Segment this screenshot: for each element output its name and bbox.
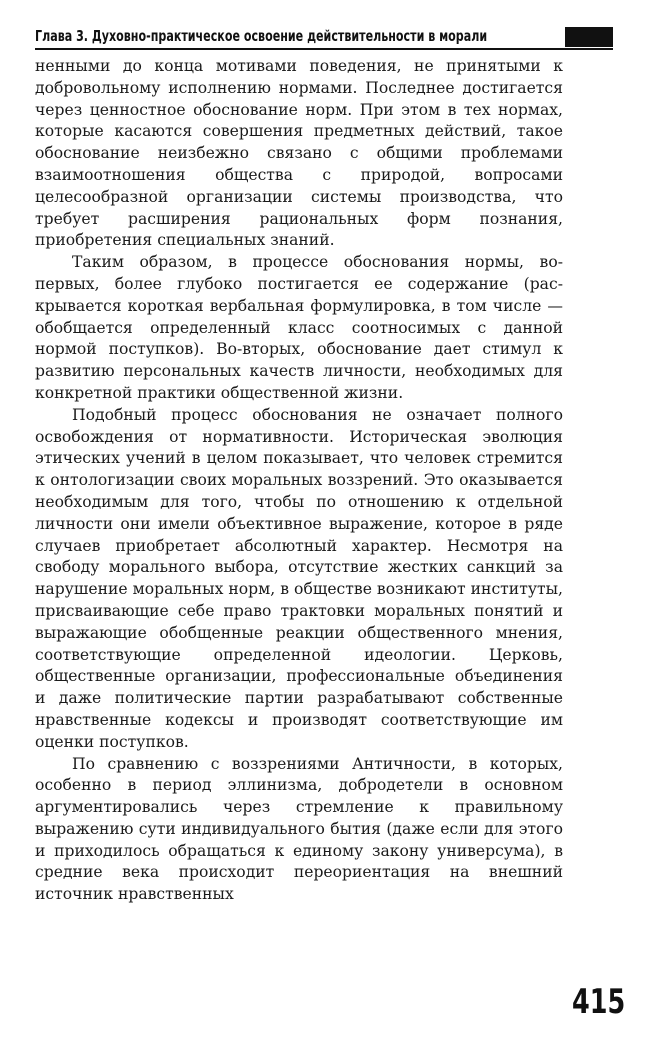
header-rule [35, 48, 613, 50]
paragraph-continuation: ненными до конца мотивами поведения, не принятыми к добровольному исполнению нормами. Последнее достигается через ценностное обоснование норм. При этом в тех нормах, которые касаются совершения предметных действий, такое обоснование неизбежно связано с общими проблемами взаимоотношения общества с природой, вопросами целесообразной организации системы производства, что требует расширения рациональных форм познания, приобретения специальных знаний. [35, 57, 563, 250]
body-text [35, 56, 563, 906]
page-number: 415 [572, 982, 626, 1022]
paragraph: Таким образом, в процессе обоснования нормы, во-первых, более глубоко постигается ее содержание (раскрывается короткая вербальная формулировка, в том числе — обобщается определенный класс соотносимых с данной нормой поступков). Во-вторых, обоснование дает стимул к развитию персональных качеств личности, необходимых для конкретной практики общественной жизни. [35, 253, 563, 402]
paragraph: По сравнению с воззрениями Античности, в которых, особенно в период эллинизма, добродетели в основном аргументировались через стремление к правильному выражению сути индивидуального бытия (даже если для этого и приходилось обращаться к единому закону универсума), в средние века происходит переориентация на внешний источник нравственных [35, 754, 563, 904]
header-black-bar [565, 27, 613, 47]
paragraph: Подобный процесс обоснования не означает полного освобождения от нормативности. Историческая эволюция этических учений в целом показывает, что человек стремится к онтологизации своих моральных воззрений. Это оказывается необходимым для того, чтобы по отношению к отдельной личности они имели объективное выражение, которое в ряде случаев приобретает абсолютный характер. Несмотря на свободу морального выбора, отсутствие жестких санкций за нарушение моральных норм, в обществе возникают институты, присваивающие себе право трактовки моральных понятий и выражающие обобщенные реакции общественного мнения, соответствующие определенной идеологии. Церковь, общественные организации, профессиональные объединения и даже политические партии разрабатывают собственные нравственные кодексы и производят соответствующие им оценки поступков. [35, 405, 563, 751]
running-header: Глава 3. Духовно-практическое освоение действительности в морали [35, 27, 488, 45]
